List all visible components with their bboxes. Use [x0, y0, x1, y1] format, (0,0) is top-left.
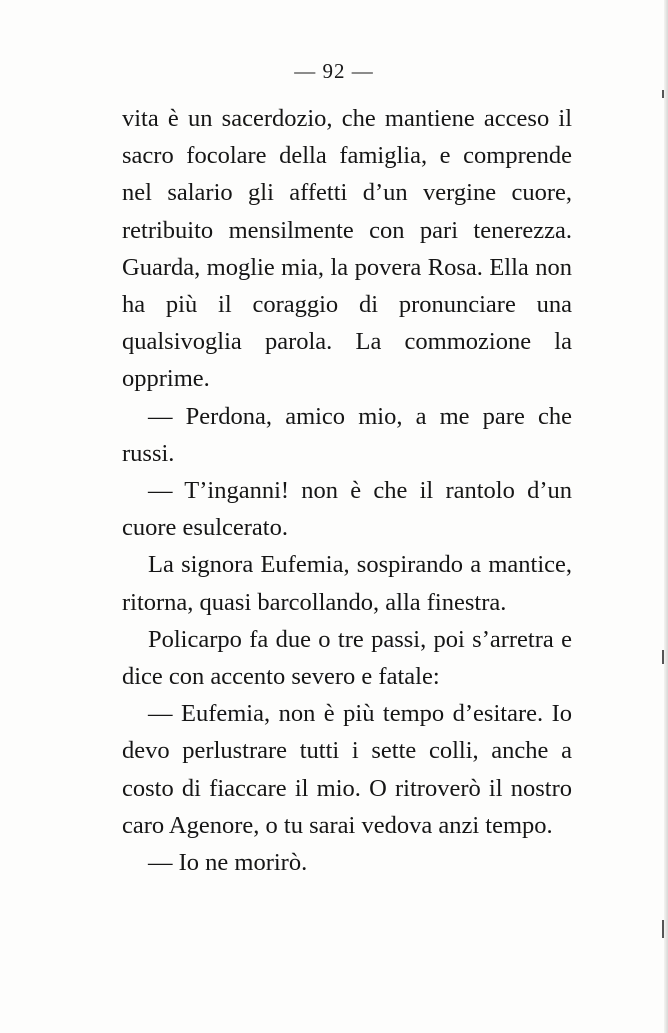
page-edge: [664, 0, 668, 1033]
page-number: — 92 —: [294, 59, 374, 83]
body-text: [122, 100, 572, 881]
paragraph: Policarpo fa due o tre passi, poi s’arretra e dice con accento severo e fatale:: [122, 625, 572, 691]
edge-mark: [662, 650, 664, 664]
paragraph: — Io ne morirò.: [148, 849, 308, 877]
edge-mark: [662, 90, 664, 98]
paragraph: — Eufemia, non è più tempo d’esitare. Io devo perlustrare tutti i sette colli, anche a costo di fiaccare il mio. O ritroverò il nostro caro Agenore, o tu sarai vedova anzi tempo.: [122, 700, 572, 839]
edge-mark: [662, 920, 664, 938]
paragraph: — T’inganni! non è che il rantolo d’un cuore esulcerato.: [122, 477, 572, 542]
paragraph: — Perdona, amico mio, a me pare che russi.: [122, 402, 572, 467]
paragraph: La signora Eufemia, sospirando a mantice, ritorna, quasi barcollando, alla finestra.: [122, 551, 572, 616]
paragraph: vita è un sacerdozio, che mantiene acceso il sacro focolare della famiglia, e comprende nel salario gli affetti d’un vergine cuore, retribuito mensilmente con pari tenerezza. Guarda, moglie mia, la povera Rosa. Ella non ha più il coraggio di pronunciare una qualsivoglia parola. La commozione la opprime.: [122, 105, 572, 393]
